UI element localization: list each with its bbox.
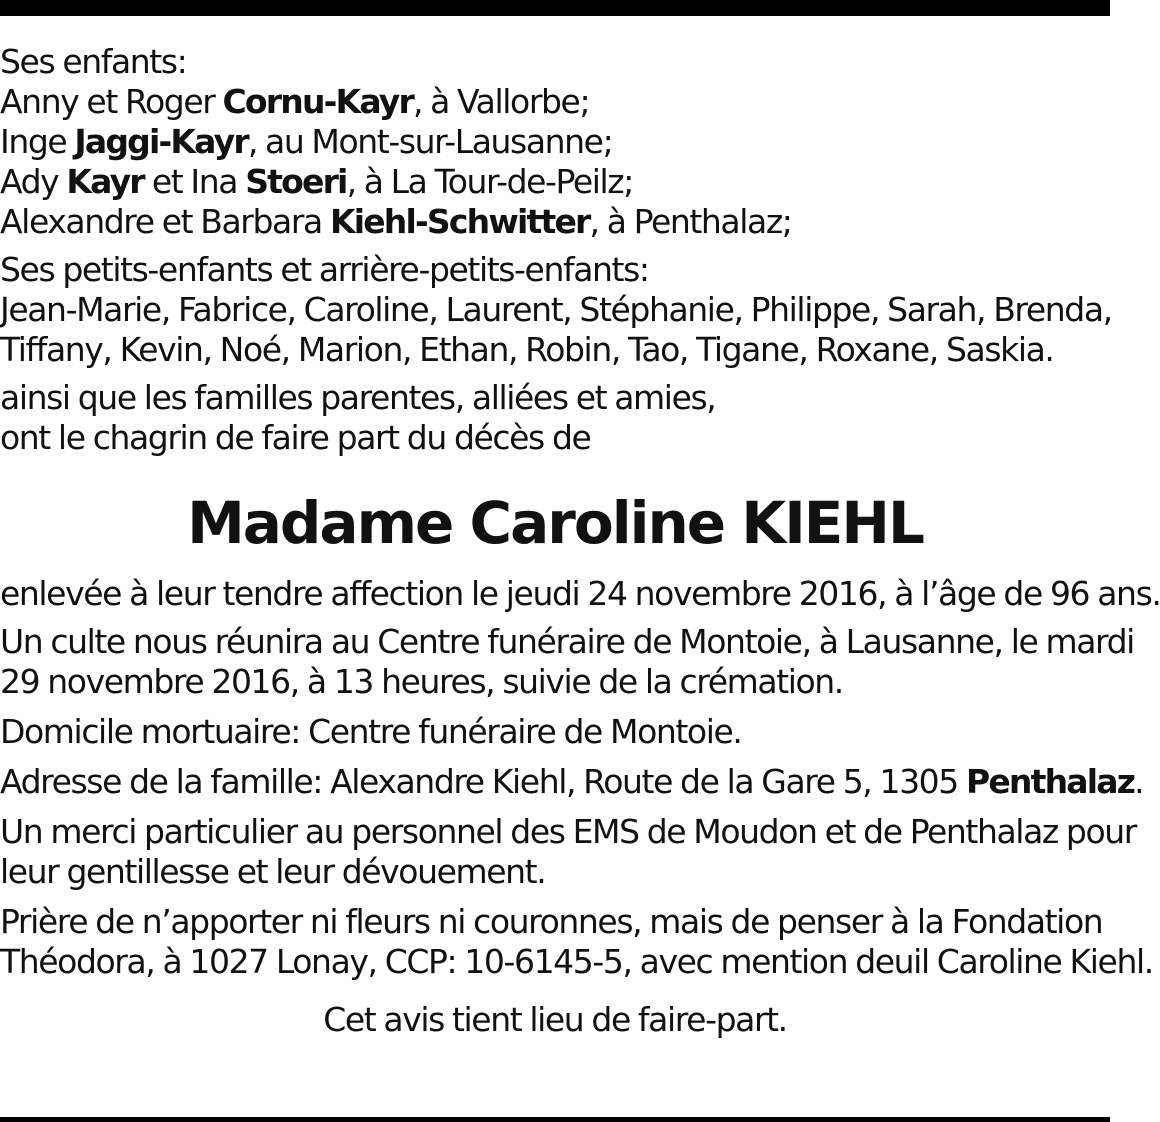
thanks-line-1: Un merci particulier au personnel des EMS de Moudon et de Penthalaz pour (0, 812, 1136, 851)
donation-line-1: Prière de n’apporter ni fleurs ni couronnes, mais de penser à la Fondation (0, 902, 1103, 941)
family-name: Cornu-Kayr (222, 82, 413, 121)
domicile: Domicile mortuaire: Centre funéraire de Montoie. (0, 712, 742, 751)
family-name: Stoeri (245, 162, 347, 201)
family-name: Kayr (66, 162, 144, 201)
thanks-section (0, 812, 1136, 892)
child-line-3: Ady Kayr et Ina Stoeri, à La Tour-de-Peilz; (0, 162, 633, 201)
death-announcement: enlevée à leur tendre affection le jeudi 24 novembre 2016, à l’âge de 96 ans. (0, 574, 1160, 613)
bottom-rule (0, 1117, 1110, 1122)
donation-section (0, 902, 1153, 982)
family-name: Jaggi-Kayr (74, 122, 248, 161)
child-line-4: Alexandre et Barbara Kiehl-Schwitter, à Penthalaz; (0, 202, 792, 241)
family-name: Kiehl-Schwitter (329, 202, 590, 241)
service-line-1: Un culte nous réunira au Centre funéraire de Montoie, à Lausanne, le mardi (0, 622, 1134, 661)
families-section (0, 378, 1110, 458)
deceased-name: Madame Caroline KIEHL (187, 489, 923, 557)
families-line-2: ont le chagrin de faire part du décès de (0, 418, 591, 457)
thanks-line-2: leur gentillesse et leur dévouement. (0, 852, 546, 891)
family-address: Adresse de la famille: Alexandre Kiehl, Route de la Gare 5, 1305 Penthalaz. (0, 762, 1144, 801)
closing-note: Cet avis tient lieu de faire-part. (323, 1000, 787, 1039)
grandchildren-line-1: Jean-Marie, Fabrice, Caroline, Laurent, Stéphanie, Philippe, Sarah, Brenda, (0, 290, 1112, 329)
address-town: Penthalaz (965, 762, 1135, 801)
top-rule (0, 0, 1110, 16)
obituary-notice (0, 42, 1160, 1040)
grandchildren-section (0, 250, 1110, 370)
child-line-1: Anny et Roger Cornu-Kayr, à Vallorbe; (0, 82, 590, 121)
child-line-2: Inge Jaggi-Kayr, au Mont-sur-Lausanne; (0, 122, 613, 161)
children-heading: Ses enfants: (0, 42, 187, 81)
families-line-1: ainsi que les familles parentes, alliées et amies, (0, 378, 716, 417)
grandchildren-heading: Ses petits-enfants et arrière-petits-enfants: (0, 250, 649, 289)
service-section (0, 622, 1134, 702)
grandchildren-line-2: Tiffany, Kevin, Noé, Marion, Ethan, Robin, Tao, Tigane, Roxane, Saskia. (0, 330, 1054, 369)
service-line-2: 29 novembre 2016, à 13 heures, suivie de la crémation. (0, 662, 843, 701)
donation-line-2: Théodora, à 1027 Lonay, CCP: 10-6145-5, avec mention deuil Caroline Kiehl. (0, 942, 1153, 981)
children-section (0, 42, 1110, 242)
